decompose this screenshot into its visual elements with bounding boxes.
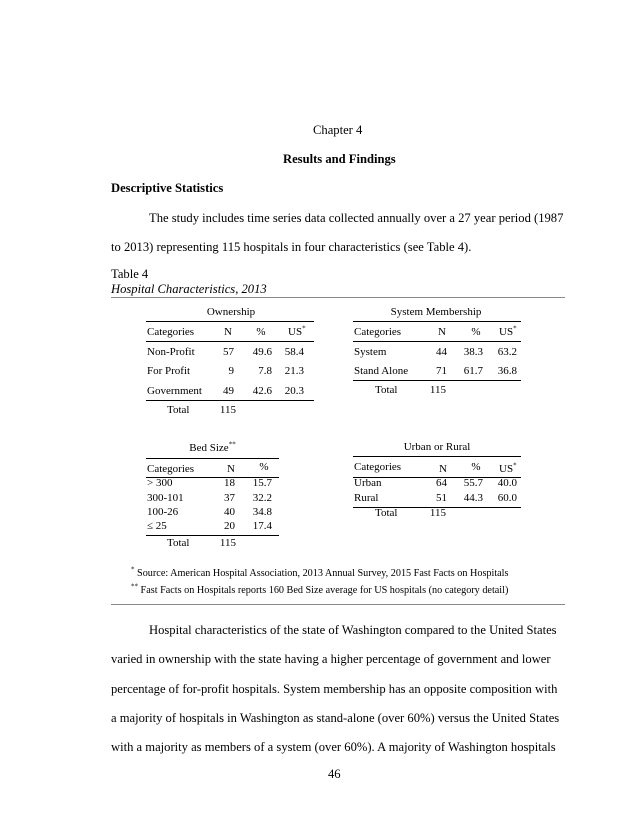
- system-row-us: 63.2: [497, 346, 517, 358]
- ownership-title-rule: [146, 321, 314, 322]
- footnote-2: ** Fast Facts on Hospitals reports 160 Bed Size average for US hospitals (no category detail): [131, 582, 509, 596]
- system-total-n: 115: [429, 384, 446, 396]
- bedsize-header-pct: %: [259, 461, 269, 473]
- footnote-1: * Source: American Hospital Association, 2013 Annual Survey, 2015 Fast Facts on Hospitals: [131, 565, 509, 579]
- ownership-row-us: 58.4: [284, 346, 304, 358]
- bedsize-total-n: 115: [219, 537, 236, 549]
- body-line: Hospital characteristics of the state of Washington compared to the United States: [149, 623, 557, 637]
- chapter-number: Chapter 4: [313, 123, 363, 137]
- ownership-row-us: 21.3: [284, 365, 304, 377]
- system-total-label: Total: [375, 384, 398, 396]
- bedsize-header-categories: Categories: [147, 463, 195, 475]
- intro-line-1: The study includes time series data collected annually over a 27 year period (1987: [149, 211, 564, 225]
- urban-row-us: 40.0: [497, 477, 517, 489]
- system-header-n: N: [438, 326, 446, 338]
- ownership-row-category: For Profit: [147, 365, 191, 377]
- body-line: varied in ownership with the state having a higher percentage of government and lower: [111, 652, 551, 666]
- system-row-category: System: [354, 346, 387, 358]
- table-caption: Hospital Characteristics, 2013: [111, 282, 267, 296]
- system-bottom-rule: [353, 380, 521, 381]
- ownership-header-us: US*: [288, 324, 306, 338]
- ownership-total-n: 115: [219, 404, 236, 416]
- table-top-rule: [111, 297, 565, 298]
- urban-row-n: 51: [436, 492, 447, 504]
- ownership-row-n: 57: [223, 346, 234, 358]
- ownership-total-label: Total: [167, 404, 190, 416]
- ownership-header-rule: [146, 341, 314, 342]
- bedsize-row-n: 18: [224, 477, 235, 489]
- system-header-categories: Categories: [354, 326, 402, 338]
- system-row-category: Stand Alone: [354, 365, 409, 377]
- system-row-pct: 38.3: [463, 346, 483, 358]
- bedsize-row-category: 300-101: [147, 492, 184, 504]
- ownership-bottom-rule: [146, 400, 314, 401]
- bedsize-header-n: N: [227, 463, 235, 475]
- system-row-n: 44: [436, 346, 447, 358]
- bedsize-row-pct: 17.4: [252, 520, 272, 532]
- urban-header-categories: Categories: [354, 461, 402, 473]
- urban-row-us: 60.0: [497, 492, 517, 504]
- urban-total-n: 115: [429, 507, 446, 519]
- urban-total-label: Total: [375, 507, 398, 519]
- ownership-row-pct: 49.6: [252, 346, 272, 358]
- ownership-row-pct: 7.8: [258, 365, 272, 377]
- system-row-us: 36.8: [497, 365, 517, 377]
- urban-header-n: N: [439, 463, 447, 475]
- bedsize-title: Bed Size**: [189, 440, 236, 454]
- ownership-row-category: Government: [147, 385, 202, 397]
- bedsize-row-pct: 34.8: [252, 506, 272, 518]
- table-label: Table 4: [111, 267, 149, 281]
- ownership-row-pct: 42.6: [252, 385, 272, 397]
- system-title: System Membership: [390, 306, 482, 318]
- urban-row-pct: 44.3: [463, 492, 483, 504]
- urban-row-pct: 55.7: [463, 477, 483, 489]
- system-header-rule: [353, 341, 521, 342]
- urban-header-us: US*: [499, 461, 517, 475]
- bedsize-row-category: > 300: [147, 477, 173, 489]
- bedsize-row-n: 20: [224, 520, 235, 532]
- intro-line-2: to 2013) representing 115 hospitals in four characteristics (see Table 4).: [111, 240, 472, 254]
- body-line: percentage of for-profit hospitals. System membership has an opposite composition with: [111, 682, 558, 696]
- chapter-title: Results and Findings: [283, 152, 396, 166]
- urban-title: Urban or Rural: [403, 441, 471, 453]
- ownership-row-us: 20.3: [284, 385, 304, 397]
- bedsize-row-n: 37: [224, 492, 235, 504]
- bedsize-row-category: 100-26: [147, 506, 179, 518]
- urban-row-category: Urban: [354, 477, 382, 489]
- system-title-rule: [353, 321, 521, 322]
- body-line: a majority of hospitals in Washington as stand-alone (over 60%) versus the United States: [111, 711, 560, 725]
- bedsize-row-pct: 32.2: [252, 492, 272, 504]
- ownership-header-categories: Categories: [147, 326, 195, 338]
- bedsize-row-pct: 15.7: [252, 477, 272, 489]
- urban-title-rule: [353, 456, 521, 457]
- system-header-us: US*: [499, 324, 517, 338]
- urban-header-pct: %: [471, 461, 481, 473]
- bedsize-bottom-rule: [146, 535, 279, 536]
- section-heading: Descriptive Statistics: [111, 181, 224, 195]
- bedsize-total-label: Total: [167, 537, 190, 549]
- ownership-row-n: 9: [228, 365, 234, 377]
- bedsize-title-rule: [146, 458, 279, 459]
- urban-row-n: 64: [436, 477, 447, 489]
- ownership-row-category: Non-Profit: [147, 346, 195, 358]
- bedsize-row-category: ≤ 25: [147, 520, 167, 532]
- urban-row-category: Rural: [354, 492, 379, 504]
- ownership-title: Ownership: [206, 306, 256, 318]
- system-header-pct: %: [471, 326, 481, 338]
- ownership-header-pct: %: [256, 326, 266, 338]
- body-line: with a majority as members of a system (over 60%). A majority of Washington hospitals: [111, 740, 556, 754]
- ownership-header-n: N: [224, 326, 232, 338]
- system-row-pct: 61.7: [463, 365, 483, 377]
- ownership-row-n: 49: [223, 385, 234, 397]
- table-bottom-rule: [111, 604, 565, 605]
- system-row-n: 71: [436, 365, 447, 377]
- bedsize-row-n: 40: [224, 506, 235, 518]
- page-number: 46: [328, 767, 341, 781]
